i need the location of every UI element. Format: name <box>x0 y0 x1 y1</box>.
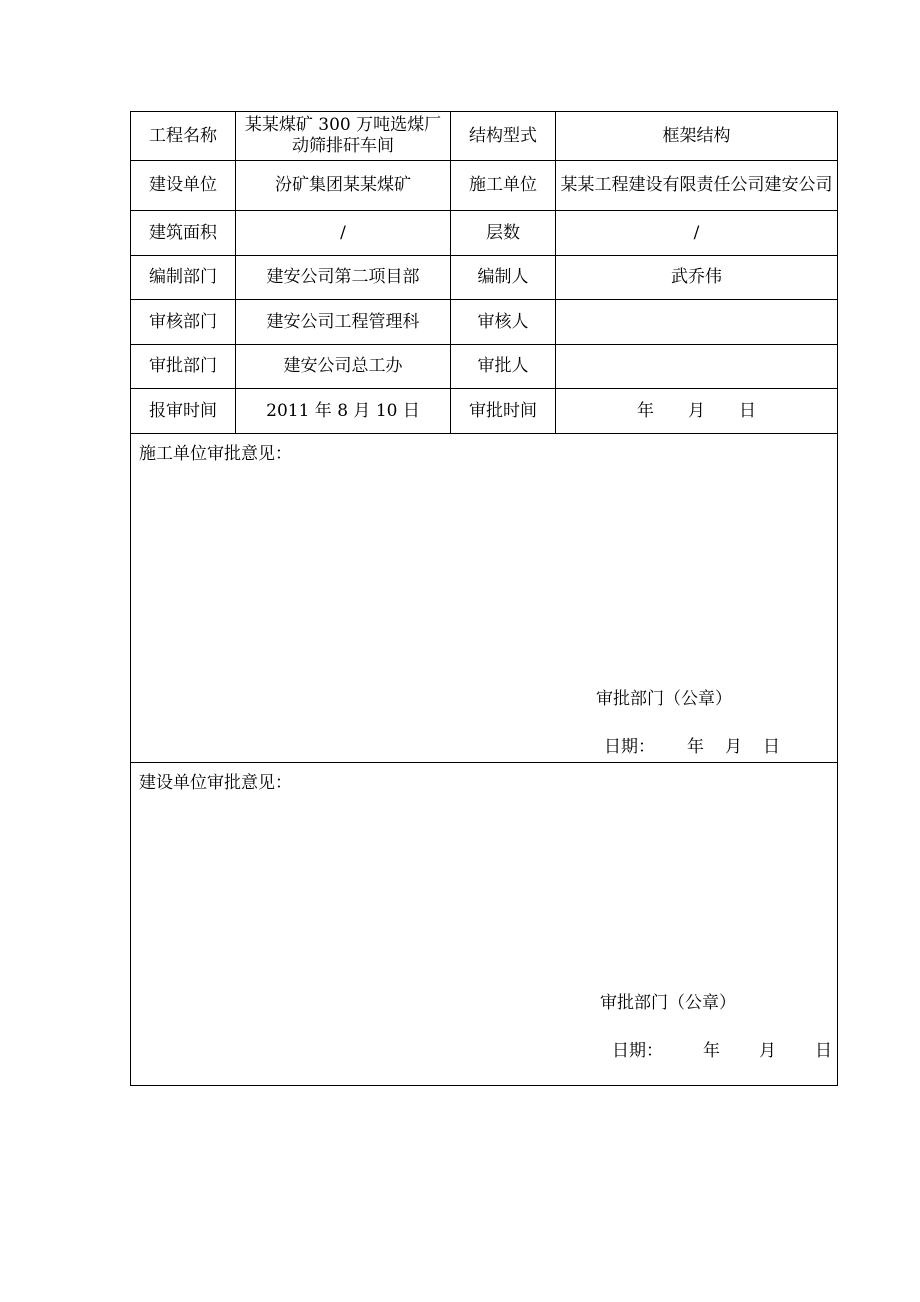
submit-time-value: 2011 年 8 月 10 日 <box>236 389 451 434</box>
structure-type-value: 框架结构 <box>556 112 838 161</box>
approval-dept-value: 建安公司总工办 <box>236 345 451 389</box>
approver-value <box>556 345 838 389</box>
floors-label: 层数 <box>451 211 556 256</box>
date-month: 月 <box>725 737 742 757</box>
reviewer-label: 审核人 <box>451 300 556 345</box>
floors-value: / <box>556 211 838 256</box>
table-row <box>131 256 838 300</box>
approval-form-table <box>130 111 838 1086</box>
approver-label: 审批人 <box>451 345 556 389</box>
review-dept-label: 审核部门 <box>131 300 236 345</box>
construction-date-line <box>604 737 780 758</box>
approval-time-value: 年 月 日 <box>556 389 838 434</box>
owner-date-line <box>612 1041 832 1062</box>
contractor-unit-label: 施工单位 <box>451 161 556 211</box>
table-row <box>131 389 838 434</box>
review-dept-value: 建安公司工程管理科 <box>236 300 451 345</box>
owner-opinion-row <box>131 763 838 1086</box>
owner-opinion-title: 建设单位审批意见： <box>139 773 292 793</box>
reviewer-value <box>556 300 838 345</box>
table-row <box>131 300 838 345</box>
contractor-unit-value: 某某工程建设有限责任公司建安公司 <box>556 161 838 211</box>
construction-opinion-title: 施工单位审批意见： <box>139 444 292 464</box>
construction-opinion-row <box>131 434 838 763</box>
construction-opinion-cell <box>131 434 838 763</box>
submit-time-label: 报审时间 <box>131 389 236 434</box>
prepared-by-label: 编制人 <box>451 256 556 300</box>
owner-approval-dept: 审批部门（公章） <box>600 993 736 1013</box>
table-row <box>131 112 838 161</box>
project-name-label: 工程名称 <box>131 112 236 161</box>
construction-approval-dept: 审批部门（公章） <box>596 689 732 709</box>
approval-dept-label: 审批部门 <box>131 345 236 389</box>
table-row <box>131 211 838 256</box>
project-name-value: 某某煤矿 300 万吨选煤厂动筛排矸车间 <box>236 112 451 161</box>
date-day: 日 <box>815 1041 832 1061</box>
date-year: 年 <box>687 737 704 757</box>
table-row <box>131 345 838 389</box>
owner-unit-value: 汾矿集团某某煤矿 <box>236 161 451 211</box>
owner-opinion-cell <box>131 763 838 1086</box>
prepared-by-value: 武乔伟 <box>556 256 838 300</box>
date-year: 年 <box>703 1041 720 1061</box>
prepared-dept-value: 建安公司第二项目部 <box>236 256 451 300</box>
building-area-value: / <box>236 211 451 256</box>
approval-time-label: 审批时间 <box>451 389 556 434</box>
owner-unit-label: 建设单位 <box>131 161 236 211</box>
date-label: 日期： <box>612 1041 663 1061</box>
table-row <box>131 161 838 211</box>
prepared-dept-label: 编制部门 <box>131 256 236 300</box>
date-label: 日期： <box>604 737 655 757</box>
building-area-label: 建筑面积 <box>131 211 236 256</box>
structure-type-label: 结构型式 <box>451 112 556 161</box>
date-day: 日 <box>763 737 780 757</box>
date-month: 月 <box>759 1041 776 1061</box>
